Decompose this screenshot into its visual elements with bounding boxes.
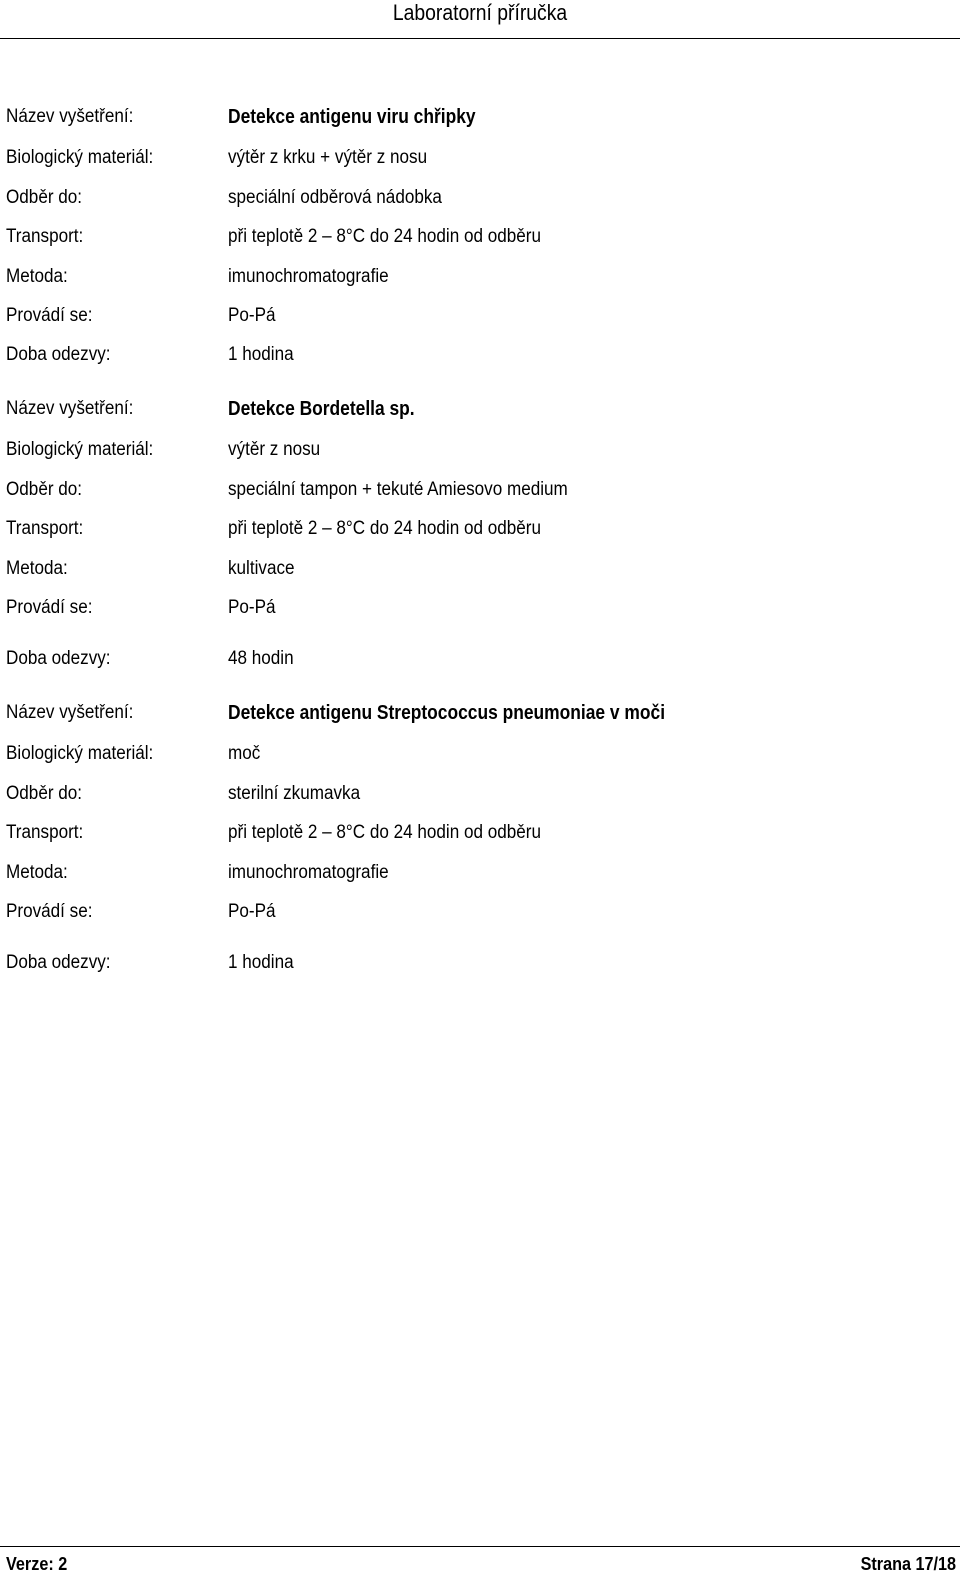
material-row <box>0 438 960 462</box>
response-value: 1 hodina <box>228 344 294 365</box>
collection-value: sterilní zkumavka <box>228 783 361 804</box>
footer-version: Verze: 2 <box>6 1554 68 1574</box>
header-divider <box>0 38 960 39</box>
performed-value: Po-Pá <box>228 305 276 326</box>
test-name-row <box>0 701 960 725</box>
performed-label: Provádí se: <box>6 901 93 922</box>
footer-page-number: Strana 17/18 <box>860 1554 956 1574</box>
material-value: výtěr z nosu <box>228 439 321 460</box>
test-name-value: Detekce Bordetella sp. <box>228 398 415 420</box>
page-header-title: Laboratorní příručka <box>392 0 568 25</box>
transport-label: Transport: <box>6 518 84 539</box>
method-value: kultivace <box>228 558 295 579</box>
material-label: Biologický materiál: <box>6 743 154 764</box>
test-name-value: Detekce antigenu Streptococcus pneumoniae v moči <box>228 702 666 724</box>
method-row <box>0 265 960 289</box>
method-value: imunochromatografie <box>228 862 389 883</box>
collection-row <box>0 782 960 806</box>
collection-label: Odběr do: <box>6 783 83 804</box>
transport-value: při teplotě 2 – 8°C do 24 hodin od odběru <box>228 518 541 539</box>
collection-row <box>0 186 960 210</box>
response-value: 1 hodina <box>228 952 294 973</box>
material-label: Biologický materiál: <box>6 147 154 168</box>
collection-row <box>0 478 960 502</box>
transport-value: při teplotě 2 – 8°C do 24 hodin od odběru <box>228 822 541 843</box>
transport-row <box>0 225 960 249</box>
collection-value: speciální odběrová nádobka <box>228 187 442 208</box>
response-label: Doba odezvy: <box>6 952 111 973</box>
transport-label: Transport: <box>6 226 84 247</box>
response-label: Doba odezvy: <box>6 344 111 365</box>
response-label: Doba odezvy: <box>6 648 111 669</box>
test-name-value: Detekce antigenu viru chřipky <box>228 106 476 128</box>
material-row <box>0 742 960 766</box>
transport-row <box>0 821 960 845</box>
performed-row <box>0 304 960 328</box>
response-row <box>0 951 960 975</box>
test-name-label: Název vyšetření: <box>6 106 134 127</box>
performed-row <box>0 596 960 620</box>
performed-label: Provádí se: <box>6 597 93 618</box>
test-name-label: Název vyšetření: <box>6 702 134 723</box>
material-value: výtěr z krku + výtěr z nosu <box>228 147 428 168</box>
performed-value: Po-Pá <box>228 597 276 618</box>
transport-row <box>0 517 960 541</box>
material-value: moč <box>228 743 261 764</box>
test-name-row <box>0 397 960 421</box>
method-row <box>0 557 960 581</box>
method-value: imunochromatografie <box>228 266 389 287</box>
method-label: Metoda: <box>6 862 68 883</box>
footer-divider <box>0 1546 960 1547</box>
method-label: Metoda: <box>6 558 68 579</box>
collection-value: speciální tampon + tekuté Amiesovo medium <box>228 479 568 500</box>
test-name-row <box>0 105 960 129</box>
transport-label: Transport: <box>6 822 84 843</box>
performed-label: Provádí se: <box>6 305 93 326</box>
collection-label: Odběr do: <box>6 187 83 208</box>
method-label: Metoda: <box>6 266 68 287</box>
transport-value: při teplotě 2 – 8°C do 24 hodin od odběru <box>228 226 541 247</box>
response-row <box>0 343 960 367</box>
response-row <box>0 647 960 671</box>
material-label: Biologický materiál: <box>6 439 154 460</box>
performed-value: Po-Pá <box>228 901 276 922</box>
collection-label: Odběr do: <box>6 479 83 500</box>
material-row <box>0 146 960 170</box>
performed-row <box>0 900 960 924</box>
test-name-label: Název vyšetření: <box>6 398 134 419</box>
method-row <box>0 861 960 885</box>
response-value: 48 hodin <box>228 648 294 669</box>
